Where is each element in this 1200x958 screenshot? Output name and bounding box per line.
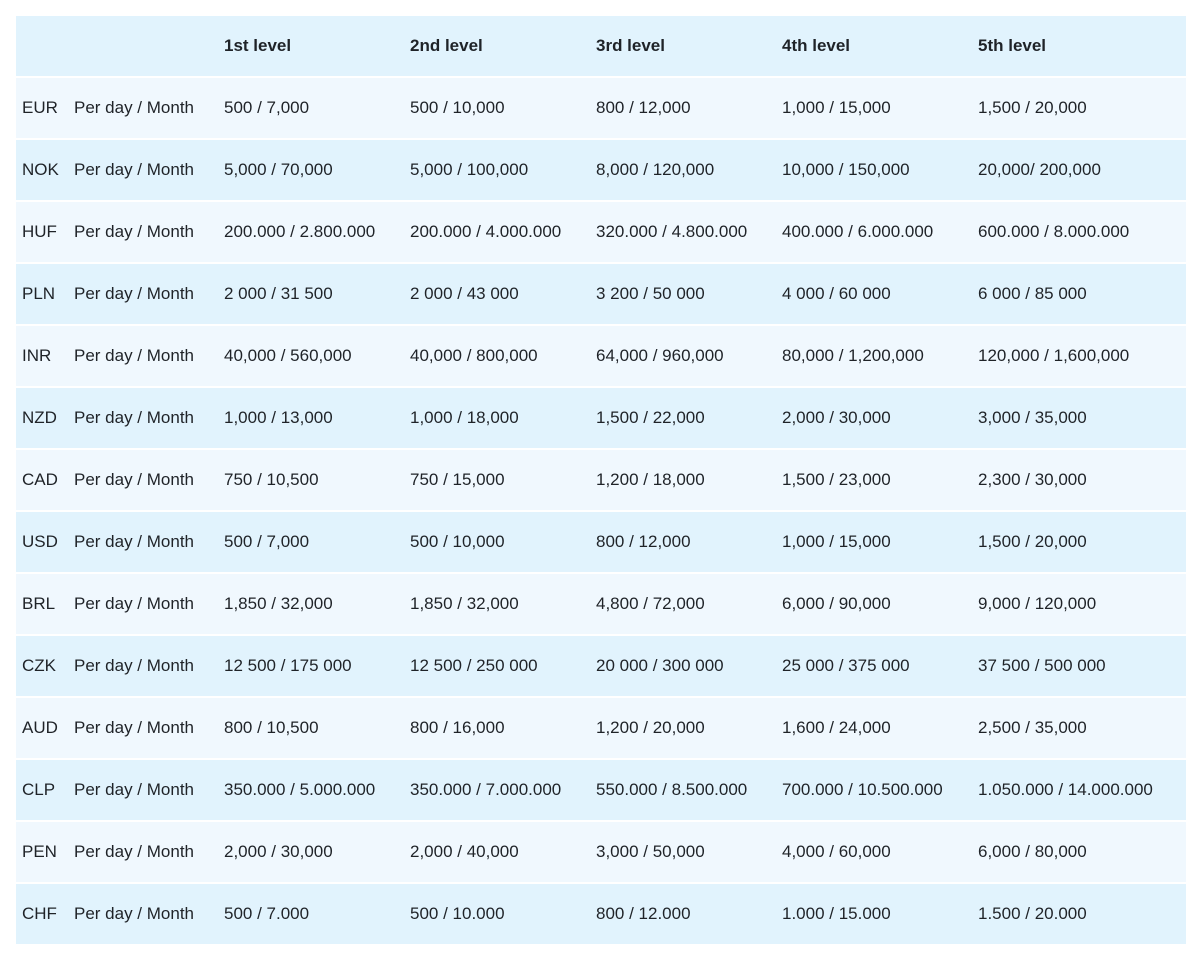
currency-cell: PLN xyxy=(16,262,68,324)
table-row xyxy=(16,572,1186,634)
currency-cell: CZK xyxy=(16,634,68,696)
period-cell: Per day / Month xyxy=(68,882,218,944)
level-1-cell: 750 / 10,500 xyxy=(218,448,404,510)
level-1-cell: 1,000 / 13,000 xyxy=(218,386,404,448)
header-level-4: 4th level xyxy=(776,16,972,76)
level-3-cell: 64,000 / 960,000 xyxy=(590,324,776,386)
level-2-cell: 200.000 / 4.000.000 xyxy=(404,200,590,262)
level-5-cell: 1.050.000 / 14.000.000 xyxy=(972,758,1186,820)
level-4-cell: 25 000 / 375 000 xyxy=(776,634,972,696)
period-cell: Per day / Month xyxy=(68,634,218,696)
level-2-cell: 1,850 / 32,000 xyxy=(404,572,590,634)
period-cell: Per day / Month xyxy=(68,758,218,820)
level-4-cell: 700.000 / 10.500.000 xyxy=(776,758,972,820)
currency-cell: CLP xyxy=(16,758,68,820)
level-5-cell: 6,000 / 80,000 xyxy=(972,820,1186,882)
limits-table-container xyxy=(16,16,1186,944)
table-row xyxy=(16,76,1186,138)
currency-cell: EUR xyxy=(16,76,68,138)
period-cell: Per day / Month xyxy=(68,324,218,386)
currency-cell: NOK xyxy=(16,138,68,200)
level-5-cell: 2,300 / 30,000 xyxy=(972,448,1186,510)
level-5-cell: 20,000/ 200,000 xyxy=(972,138,1186,200)
currency-cell: AUD xyxy=(16,696,68,758)
limits-table xyxy=(16,16,1186,944)
currency-cell: CAD xyxy=(16,448,68,510)
level-5-cell: 9,000 / 120,000 xyxy=(972,572,1186,634)
table-row xyxy=(16,882,1186,944)
header-row xyxy=(16,16,1186,76)
level-4-cell: 400.000 / 6.000.000 xyxy=(776,200,972,262)
level-3-cell: 800 / 12,000 xyxy=(590,510,776,572)
level-4-cell: 1,000 / 15,000 xyxy=(776,510,972,572)
level-5-cell: 1.500 / 20.000 xyxy=(972,882,1186,944)
level-3-cell: 3,000 / 50,000 xyxy=(590,820,776,882)
level-3-cell: 1,500 / 22,000 xyxy=(590,386,776,448)
period-cell: Per day / Month xyxy=(68,200,218,262)
currency-cell: NZD xyxy=(16,386,68,448)
level-1-cell: 40,000 / 560,000 xyxy=(218,324,404,386)
level-4-cell: 4 000 / 60 000 xyxy=(776,262,972,324)
level-2-cell: 800 / 16,000 xyxy=(404,696,590,758)
level-1-cell: 500 / 7,000 xyxy=(218,76,404,138)
period-cell: Per day / Month xyxy=(68,262,218,324)
table-row xyxy=(16,386,1186,448)
period-cell: Per day / Month xyxy=(68,510,218,572)
level-3-cell: 320.000 / 4.800.000 xyxy=(590,200,776,262)
currency-cell: USD xyxy=(16,510,68,572)
table-row xyxy=(16,758,1186,820)
level-2-cell: 40,000 / 800,000 xyxy=(404,324,590,386)
level-1-cell: 500 / 7,000 xyxy=(218,510,404,572)
header-currency xyxy=(16,16,68,76)
table-row xyxy=(16,448,1186,510)
currency-cell: INR xyxy=(16,324,68,386)
level-5-cell: 37 500 / 500 000 xyxy=(972,634,1186,696)
level-4-cell: 4,000 / 60,000 xyxy=(776,820,972,882)
period-cell: Per day / Month xyxy=(68,386,218,448)
level-2-cell: 5,000 / 100,000 xyxy=(404,138,590,200)
level-4-cell: 80,000 / 1,200,000 xyxy=(776,324,972,386)
currency-cell: CHF xyxy=(16,882,68,944)
level-5-cell: 1,500 / 20,000 xyxy=(972,510,1186,572)
level-5-cell: 120,000 / 1,600,000 xyxy=(972,324,1186,386)
table-row xyxy=(16,820,1186,882)
header-level-3: 3rd level xyxy=(590,16,776,76)
period-cell: Per day / Month xyxy=(68,820,218,882)
level-1-cell: 200.000 / 2.800.000 xyxy=(218,200,404,262)
level-1-cell: 1,850 / 32,000 xyxy=(218,572,404,634)
level-4-cell: 1.000 / 15.000 xyxy=(776,882,972,944)
level-4-cell: 1,000 / 15,000 xyxy=(776,76,972,138)
period-cell: Per day / Month xyxy=(68,572,218,634)
level-4-cell: 6,000 / 90,000 xyxy=(776,572,972,634)
table-header xyxy=(16,16,1186,76)
level-3-cell: 3 200 / 50 000 xyxy=(590,262,776,324)
level-3-cell: 800 / 12,000 xyxy=(590,76,776,138)
table-body xyxy=(16,76,1186,944)
currency-cell: HUF xyxy=(16,200,68,262)
level-3-cell: 550.000 / 8.500.000 xyxy=(590,758,776,820)
table-row xyxy=(16,138,1186,200)
level-5-cell: 600.000 / 8.000.000 xyxy=(972,200,1186,262)
period-cell: Per day / Month xyxy=(68,696,218,758)
table-row xyxy=(16,696,1186,758)
level-2-cell: 750 / 15,000 xyxy=(404,448,590,510)
level-5-cell: 3,000 / 35,000 xyxy=(972,386,1186,448)
header-period xyxy=(68,16,218,76)
level-1-cell: 500 / 7.000 xyxy=(218,882,404,944)
level-1-cell: 2,000 / 30,000 xyxy=(218,820,404,882)
header-level-2: 2nd level xyxy=(404,16,590,76)
level-1-cell: 12 500 / 175 000 xyxy=(218,634,404,696)
period-cell: Per day / Month xyxy=(68,138,218,200)
table-row xyxy=(16,510,1186,572)
level-2-cell: 500 / 10,000 xyxy=(404,76,590,138)
level-1-cell: 5,000 / 70,000 xyxy=(218,138,404,200)
table-row xyxy=(16,324,1186,386)
level-2-cell: 12 500 / 250 000 xyxy=(404,634,590,696)
level-3-cell: 4,800 / 72,000 xyxy=(590,572,776,634)
level-5-cell: 6 000 / 85 000 xyxy=(972,262,1186,324)
level-5-cell: 1,500 / 20,000 xyxy=(972,76,1186,138)
level-1-cell: 350.000 / 5.000.000 xyxy=(218,758,404,820)
level-1-cell: 2 000 / 31 500 xyxy=(218,262,404,324)
level-4-cell: 2,000 / 30,000 xyxy=(776,386,972,448)
level-2-cell: 1,000 / 18,000 xyxy=(404,386,590,448)
currency-cell: PEN xyxy=(16,820,68,882)
period-cell: Per day / Month xyxy=(68,76,218,138)
level-2-cell: 2 000 / 43 000 xyxy=(404,262,590,324)
header-level-1: 1st level xyxy=(218,16,404,76)
level-4-cell: 1,600 / 24,000 xyxy=(776,696,972,758)
period-cell: Per day / Month xyxy=(68,448,218,510)
header-level-5: 5th level xyxy=(972,16,1186,76)
level-2-cell: 500 / 10,000 xyxy=(404,510,590,572)
table-row xyxy=(16,262,1186,324)
table-row xyxy=(16,634,1186,696)
level-3-cell: 8,000 / 120,000 xyxy=(590,138,776,200)
level-5-cell: 2,500 / 35,000 xyxy=(972,696,1186,758)
level-4-cell: 1,500 / 23,000 xyxy=(776,448,972,510)
level-2-cell: 350.000 / 7.000.000 xyxy=(404,758,590,820)
table-row xyxy=(16,200,1186,262)
level-2-cell: 500 / 10.000 xyxy=(404,882,590,944)
currency-cell: BRL xyxy=(16,572,68,634)
level-3-cell: 1,200 / 20,000 xyxy=(590,696,776,758)
level-4-cell: 10,000 / 150,000 xyxy=(776,138,972,200)
level-1-cell: 800 / 10,500 xyxy=(218,696,404,758)
level-3-cell: 800 / 12.000 xyxy=(590,882,776,944)
level-2-cell: 2,000 / 40,000 xyxy=(404,820,590,882)
level-3-cell: 1,200 / 18,000 xyxy=(590,448,776,510)
level-3-cell: 20 000 / 300 000 xyxy=(590,634,776,696)
